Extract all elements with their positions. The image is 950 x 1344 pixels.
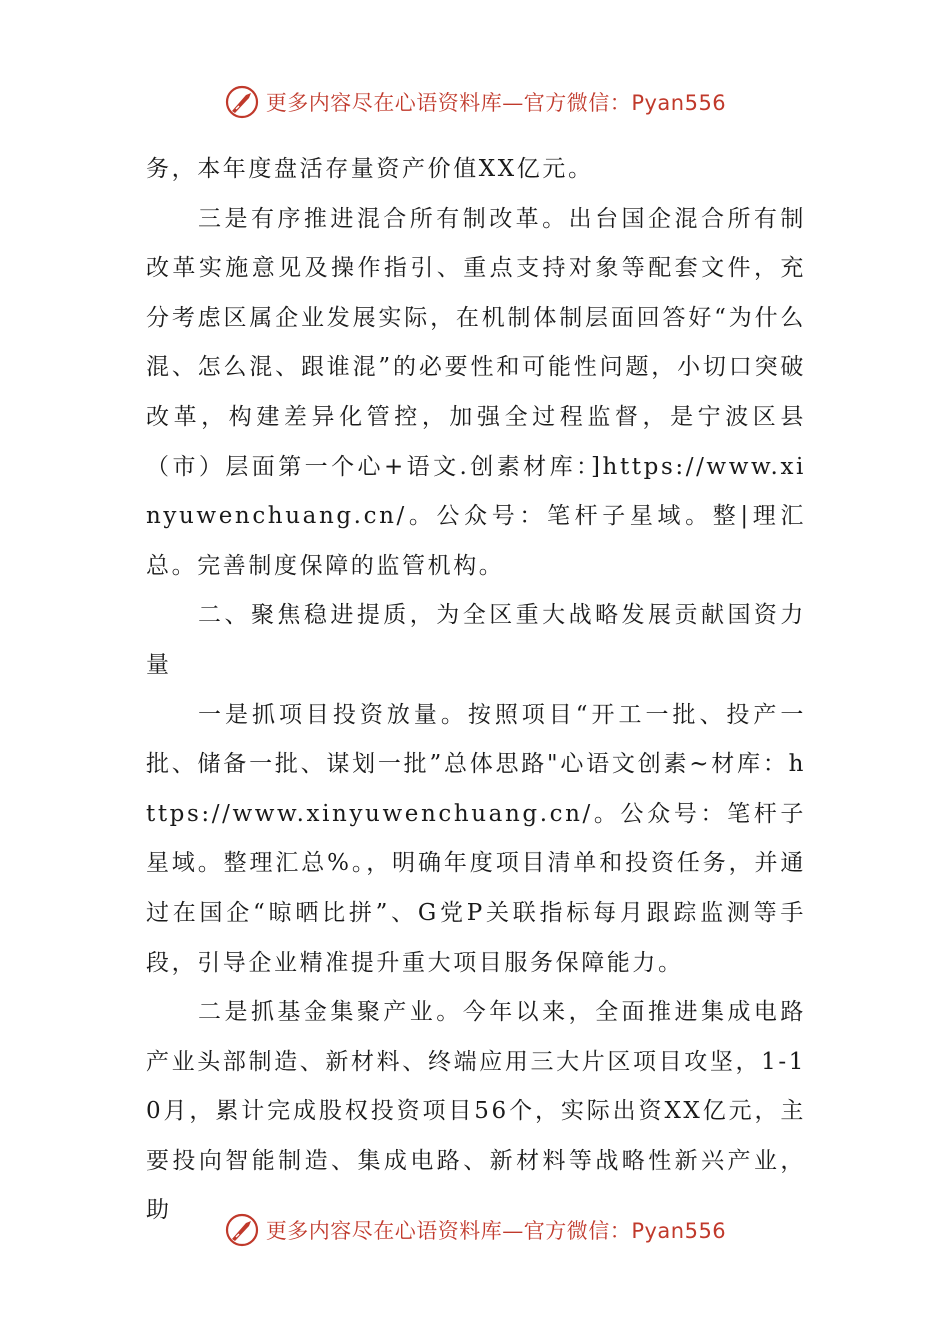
pen-nib-logo-icon	[224, 84, 260, 120]
wechat-handle: Pyan556	[631, 1219, 727, 1243]
section-heading: 二、聚焦稳进提质，为全区重大战略发展贡献国资力量	[146, 602, 806, 678]
header-banner	[0, 82, 950, 122]
document-body	[146, 145, 806, 1236]
paragraph: 一是抓项目投资放量。按照项目“开工一批、投产一批、储备一批、谋划一批”总体思路"心语文创素~材库：https://www.xinyuwenchuang.cn/。公众号：笔杆子星域。整理汇总%。，明确年度项目清单和投资任务，并通过在国企“晾晒比拼”、G党P关联指标每月跟踪监测等手段，引导企业精准提升重大项目服务保障能力。	[146, 701, 806, 976]
paragraph: 二是抓基金集聚产业。今年以来，全面推进集成电路产业头部制造、新材料、终端应用三大片区项目攻坚，1-10月，累计完成股权投资项目56个，实际出资XX亿元，主要投向智能制造、集成电路、新材料等战略性新兴产业，助	[146, 999, 806, 1224]
pen-nib-logo-icon	[224, 1212, 260, 1248]
paragraph: 务，本年度盘活存量资产价值XX亿元。	[146, 156, 594, 182]
banner-slogan: 更多内容尽在心语资料库—官方微信：Pyan556	[265, 91, 727, 115]
wechat-handle: Pyan556	[631, 91, 727, 115]
paragraph: 三是有序推进混合所有制改革。出台国企混合所有制改革实施意见及操作指引、重点支持对象等配套文件，充分考虑区属企业发展实际，在机制体制层面回答好“为什么混、怎么混、跟谁混”的必要性和可能性问题，小切口突破改革，构建差异化管控，加强全过程监督，是宁波区县（市）层面第一个心+语文.创素材库：]https://www.xinyuwenchuang.cn/。公众号：笔杆子星域。整|理汇总。完善制度保障的监管机构。	[146, 205, 806, 579]
banner-slogan: 更多内容尽在心语资料库—官方微信：Pyan556	[265, 1219, 727, 1243]
footer-banner	[0, 1210, 950, 1250]
